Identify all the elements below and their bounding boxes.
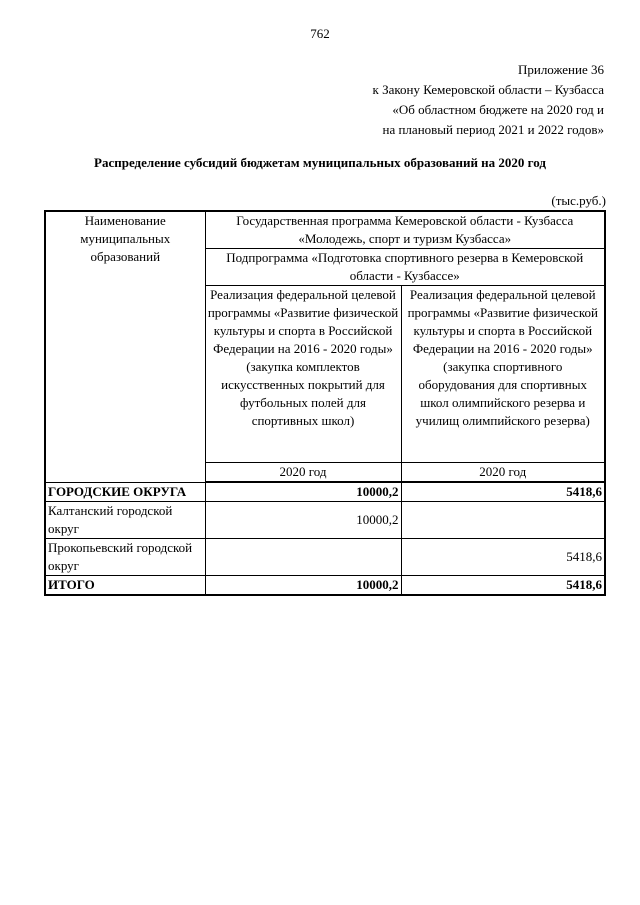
table-row [45, 539, 605, 576]
row-value-2 [401, 502, 605, 539]
row-value-2: 5418,6 [401, 482, 605, 502]
header-year-1: 2020 год [205, 463, 401, 483]
header-subprogram: Подпрограмма «Подготовка спортивного резерва в Кемеровской области - Кузбассе» [205, 249, 605, 286]
table-row-total [45, 576, 605, 596]
header-column-2: Реализация федеральной целевой программы «Развитие физической культуры и спорта в Российской Федерации на 2016 - 2020 годы» (закупка спортивного оборудования для спортивных школ олимпийского резерва и училищ олимпийского резерва) [401, 286, 605, 463]
appendix-line: «Об областном бюджете на 2020 год и [392, 102, 604, 117]
row-value-1: 10000,2 [205, 576, 401, 596]
table-row [45, 502, 605, 539]
appendix-line: Приложение 36 [517, 62, 604, 77]
appendix-line: к Закону Кемеровской области – Кузбасса [372, 82, 604, 97]
header-column-1: Реализация федеральной целевой программы «Развитие физической культуры и спорта в Российской Федерации на 2016 - 2020 годы» (закупка комплектов искусственных покрытий для футбольных полей для спортивных школ) [205, 286, 401, 463]
header-program: Государственная программа Кемеровской области - Кузбасса «Молодежь, спорт и туризм Кузбасса» [205, 211, 605, 249]
row-value-2: 5418,6 [401, 576, 605, 596]
row-name: ГОРОДСКИЕ ОКРУГА [45, 482, 205, 502]
appendix-reference [373, 60, 605, 140]
document-title: Распределение субсидий бюджетам муниципальных образований на 2020 год [94, 155, 546, 170]
row-name: Калтанский городской округ [45, 502, 205, 539]
header-year-2: 2020 год [401, 463, 605, 483]
unit-label: (тыс.руб.) [551, 193, 606, 208]
header-municipality: Наименование муниципальных образований [45, 211, 205, 482]
row-value-1: 10000,2 [205, 482, 401, 502]
row-value-2: 5418,6 [401, 539, 605, 576]
appendix-line: на плановый период 2021 и 2022 годов» [382, 122, 604, 137]
subsidy-table [44, 210, 606, 596]
table-row [45, 482, 605, 502]
page-number: 762 [310, 26, 330, 41]
row-name: ИТОГО [45, 576, 205, 596]
row-value-1 [205, 539, 401, 576]
row-value-1: 10000,2 [205, 502, 401, 539]
row-name: Прокопьевский городской округ [45, 539, 205, 576]
